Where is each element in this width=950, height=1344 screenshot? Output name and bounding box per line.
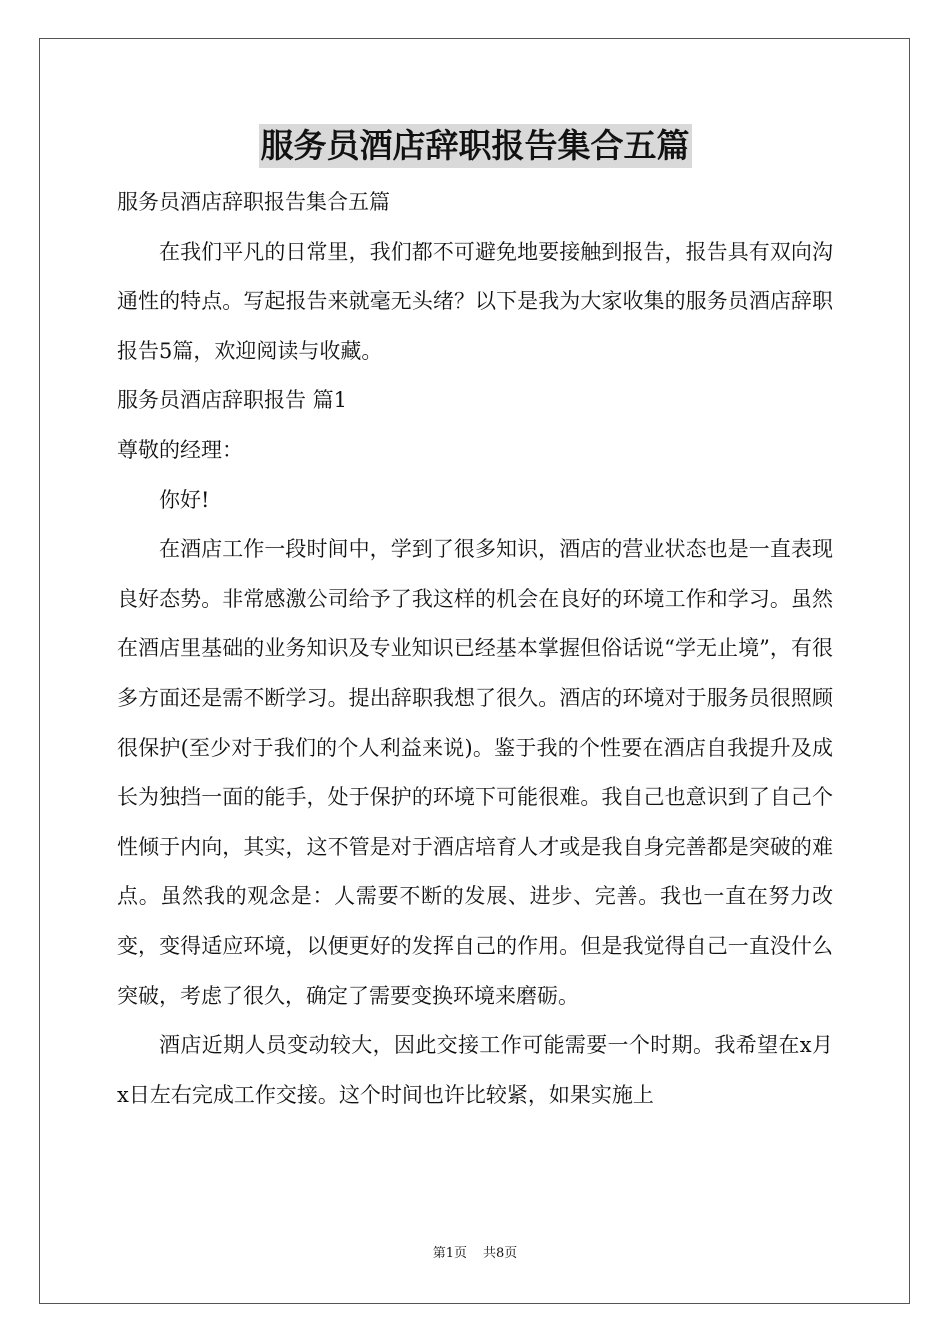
- page-footer: [0, 1244, 950, 1264]
- subtitle-line: 服务员酒店辞职报告集合五篇: [117, 190, 390, 214]
- page-number: 第1页: [432, 1246, 467, 1261]
- document-body: [117, 178, 833, 1120]
- salutation: 尊敬的经理：: [117, 437, 243, 462]
- greeting: 你好!: [159, 487, 210, 512]
- document-title: 服务员酒店辞职报告集合五篇: [259, 124, 692, 168]
- page-total: 共8页: [483, 1246, 518, 1261]
- body-paragraph-1: 在酒店工作一段时间中，学到了很多知识，酒店的营业状态也是一直表现良好态势。非常感激公司给予了我这样的机会在良好的环境工作和学习。虽然在酒店里基础的业务知识及专业知识已经基本掌握但俗话说“学无止境”，有很多方面还是需不断学习。提出辞职我想了很久。酒店的环境对于服务员很照顾很保护(至少对于我们的个人利益来说)。鉴于我的个性要在酒店自我提升及成长为独挡一面的能手，处于保护的环境下可能很难。我自己也意识到了自己个性倾于内向，其实，这不管是对于酒店培育人才或是我自身完善都是突破的难点。虽然我的观念是：人需要不断的发展、进步、完善。我也一直在努力改变，变得适应环境，以便更好的发挥自己的作用。但是我觉得自己一直没什么突破，考虑了很久，确定了需要变换环境来磨砺。: [117, 537, 833, 1008]
- title-container: [0, 124, 950, 168]
- body-paragraph-2: 酒店近期人员变动较大，因此交接工作可能需要一个时期。我希望在x月x日左右完成工作交接。这个时间也许比较紧，如果实施上: [117, 1033, 833, 1107]
- intro-paragraph: 在我们平凡的日常里，我们都不可避免地要接触到报告，报告具有双向沟通性的特点。写起报告来就毫无头绪？以下是我为大家收集的服务员酒店辞职报告5篇，欢迎阅读与收藏。: [117, 239, 833, 363]
- section-heading: 服务员酒店辞职报告 篇1: [117, 388, 348, 413]
